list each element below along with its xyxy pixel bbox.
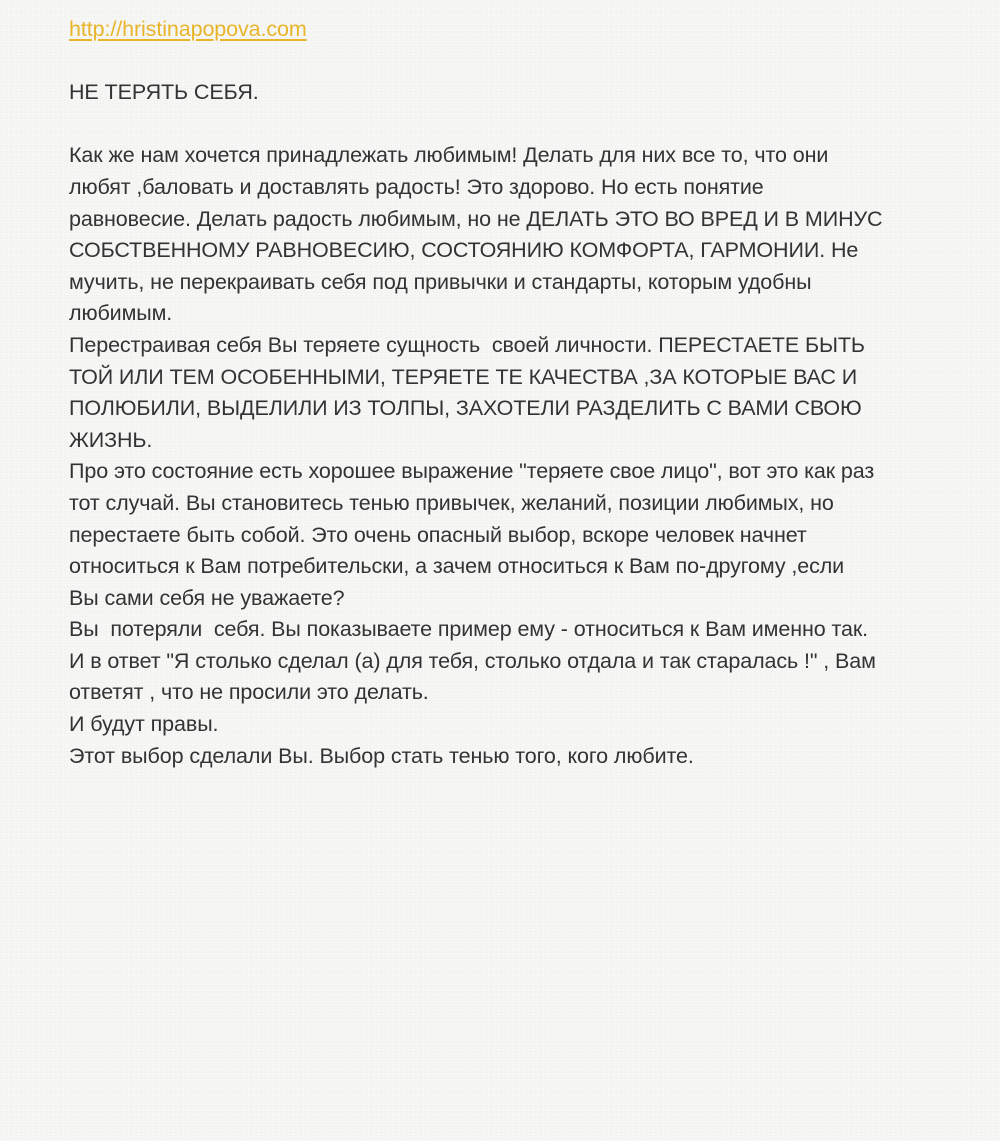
- text-line: Этот выбор сделали Вы. Выбор стать тенью того, кого любите.: [69, 743, 694, 768]
- text-line: И в ответ "Я столько сделал (а) для тебя, столько отдала и так старалась !" , Вам: [69, 648, 876, 673]
- website-link[interactable]: http://hristinapopova.com: [69, 17, 307, 41]
- text-line: любят ,баловать и доставлять радость! Это здорово. Но есть понятие: [69, 174, 764, 199]
- note-text: [69, 140, 949, 772]
- text-line: равновесие. Делать радость любимым, но не ДЕЛАТЬ ЭТО ВО ВРЕД И В МИНУС: [69, 206, 883, 231]
- text-line: ответят , что не просили это делать.: [69, 680, 429, 705]
- text-line: перестаете быть собой. Это очень опасный выбор, вскоре человек начнет: [69, 522, 807, 547]
- text-line: И будут правы.: [69, 712, 219, 737]
- text-line: ЖИЗНЬ.: [69, 427, 153, 452]
- note-title: НЕ ТЕРЯТЬ СЕБЯ.: [69, 80, 259, 105]
- text-line: ТОЙ ИЛИ ТЕМ ОСОБЕННЫМИ, ТЕРЯЕТЕ ТЕ КАЧЕСТВА ,ЗА КОТОРЫЕ ВАС И: [69, 364, 858, 389]
- text-line: СОБСТВЕННОМУ РАВНОВЕСИЮ, СОСТОЯНИЮ КОМФОРТА, ГАРМОНИИ. Не: [69, 238, 859, 263]
- text-line: ПОЛЮБИЛИ, ВЫДЕЛИЛИ ИЗ ТОЛПЫ, ЗАХОТЕЛИ РАЗДЕЛИТЬ С ВАМИ СВОЮ: [69, 396, 862, 421]
- text-line: любимым.: [69, 301, 173, 326]
- text-line: относиться к Вам потребительски, а зачем относиться к Вам по-другому ,если: [69, 554, 845, 579]
- text-line: Вы потеряли себя. Вы показываете пример ему - относиться к Вам именно так.: [69, 617, 869, 642]
- text-line: Как же нам хочется принадлежать любимым! Делать для них все то, что они: [69, 143, 829, 168]
- note-body: [69, 14, 949, 772]
- text-line: тот случай. Вы становитесь тенью привычек, желаний, позиции любимых, но: [69, 490, 834, 515]
- text-line: Про это состояние есть хорошее выражение "теряете свое лицо", вот это как раз: [69, 459, 875, 484]
- text-line: мучить, не перекраивать себя под привычки и стандарты, которым удобны: [69, 269, 812, 294]
- text-line: Перестраивая себя Вы теряете сущность своей личности. ПЕРЕСТАЕТЕ БЫТЬ: [69, 332, 865, 357]
- text-line: Вы сами себя не уважаете?: [69, 585, 345, 610]
